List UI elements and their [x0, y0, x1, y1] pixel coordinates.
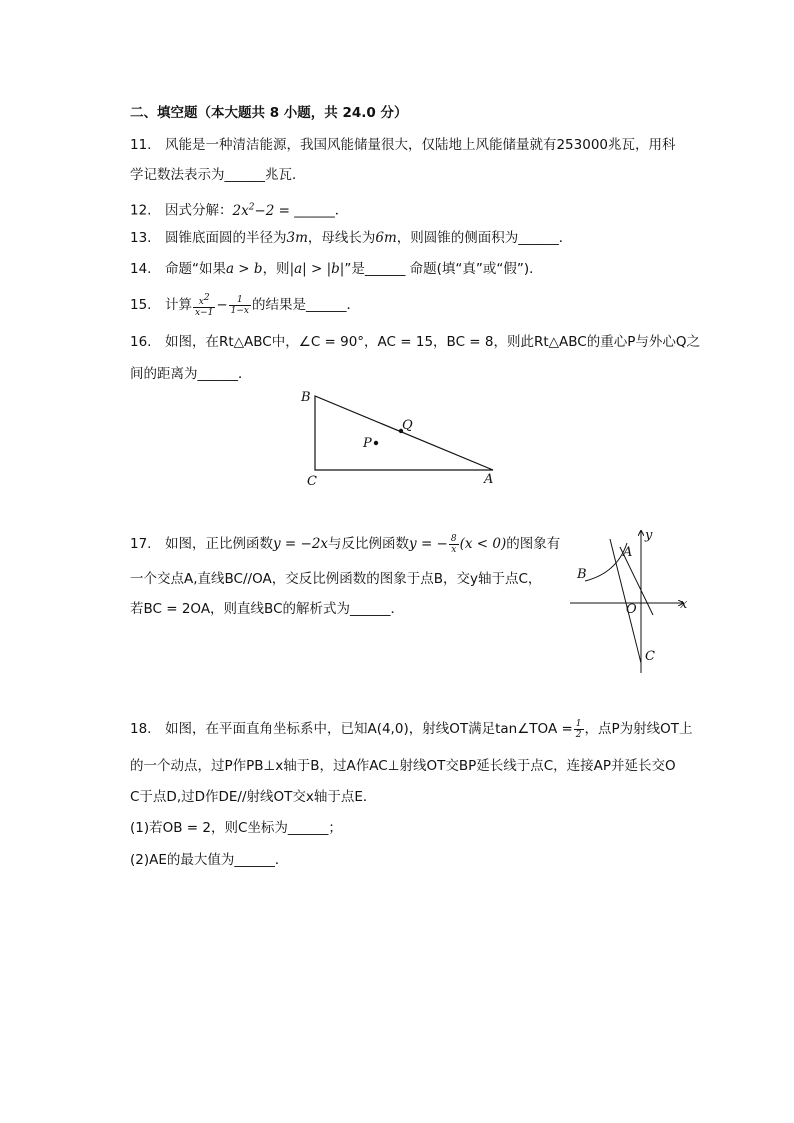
q18-line1 — [130, 716, 693, 742]
q17-line3: 若BC = 2OA，则直线BC的解析式为______． — [130, 601, 405, 617]
label-a: A — [623, 545, 633, 560]
q13 — [130, 229, 572, 247]
q13-slant: 6m — [375, 230, 397, 246]
q13-prefix: 13. 圆锥底面圆的半径为 — [130, 230, 287, 246]
q14-concl: |a| > |b| — [289, 261, 345, 277]
q17-line1c: 的图象有 — [506, 536, 561, 552]
label-c: C — [307, 474, 317, 489]
q17-line2: 一个交点A,直线BC//OA，交反比例函数的图象于点B，交y轴于点C， — [130, 571, 542, 587]
q12 — [130, 198, 348, 220]
label-b: B — [301, 390, 311, 405]
q11-line2: 学记数法表示为______兆瓦． — [130, 167, 306, 183]
q18-line3: C于点D,过D作DE//射线OT交x轴于点E． — [130, 789, 377, 805]
q12-expr: $2x^2-2$ = — [232, 202, 295, 219]
q17-line1 — [130, 531, 560, 557]
q17-line1a: 17. 如图，正比例函数 — [130, 536, 273, 552]
q18-line1a: 18. 如图，在平面直角坐标系中，已知A(4,0)，射线OT满足tan∠TOA = — [130, 721, 573, 737]
label-c: C — [645, 649, 655, 664]
q14-suffix: ”是______ 命题(填“真”或“假”)． — [344, 261, 543, 277]
q11-line1: 11. 风能是一种清洁能源，我国风能储量很大，仅陆地上风能储量就有253000兆瓦，用科 — [130, 137, 676, 153]
q12-prefix: 12. 因式分解： — [130, 202, 233, 219]
q18-part1: (1)若OB = 2，则C坐标为______； — [130, 820, 342, 836]
q15-suffix: 的结果是______． — [251, 297, 360, 313]
q17-inverse-fn: y = − $\frac{8}{x}$ (x < 0) — [409, 534, 507, 555]
q14-cond: a > b — [225, 261, 263, 277]
q16-line2: 间的距离为______． — [130, 366, 252, 382]
q18-line2: 的一个动点，过P作PB⊥x轴于B，过A作AC⊥射线OT交BP延长线于点C，连接AP并延长交O — [130, 758, 676, 774]
q13-mid2: ，则圆锥的侧面积为______． — [396, 230, 573, 246]
q17-linear-fn: y = −2x — [272, 536, 329, 552]
q13-radius: 3m — [286, 230, 308, 246]
q14-prefix: 14. 命题“如果 — [130, 261, 226, 277]
q14-mid1: ，则 — [262, 261, 290, 277]
q15-frac1: $\frac{x^2}{x-1}$ — [194, 292, 214, 318]
label-b: B — [577, 567, 587, 582]
q15: 15. 计算 $\frac{x^2}{x-1}$ − $\frac{1}{1-x}$ 的结果是______． — [130, 292, 360, 318]
q12-blank: ______． — [294, 202, 349, 219]
triangle-abc — [315, 396, 493, 470]
label-p: P — [363, 436, 372, 451]
label-a: A — [484, 472, 494, 487]
q18-line1b: ，点P为射线OT上 — [584, 721, 693, 737]
label-y: y — [645, 528, 653, 543]
q14 — [130, 260, 543, 278]
q18-part2: (2)AE的最大值为______． — [130, 852, 289, 868]
q17-line1b: 与反比例函数 — [328, 536, 410, 552]
label-o: O — [626, 602, 637, 617]
section-title: 二、填空题（本大题共 8 小题，共 24.0 分） — [130, 105, 408, 121]
label-q: Q — [402, 418, 413, 433]
label-x: x — [680, 597, 688, 612]
q16-line1: 16. 如图，在Rt△ABC中，∠C = 90°，AC = 15，BC = 8，则此Rt△ABC的重心P与外心Q之 — [130, 334, 700, 350]
q15-prefix: 15. 计算 — [130, 297, 192, 313]
q17-graph-figure — [565, 525, 695, 675]
q13-mid1: ，母线长为 — [307, 230, 376, 246]
q15-frac2: $\frac{1}{1-x}$ — [230, 294, 249, 316]
point-p — [374, 441, 378, 445]
q18-frac-half: $\frac{1}{2}$ — [575, 718, 582, 740]
q16-triangle-figure — [295, 385, 505, 490]
